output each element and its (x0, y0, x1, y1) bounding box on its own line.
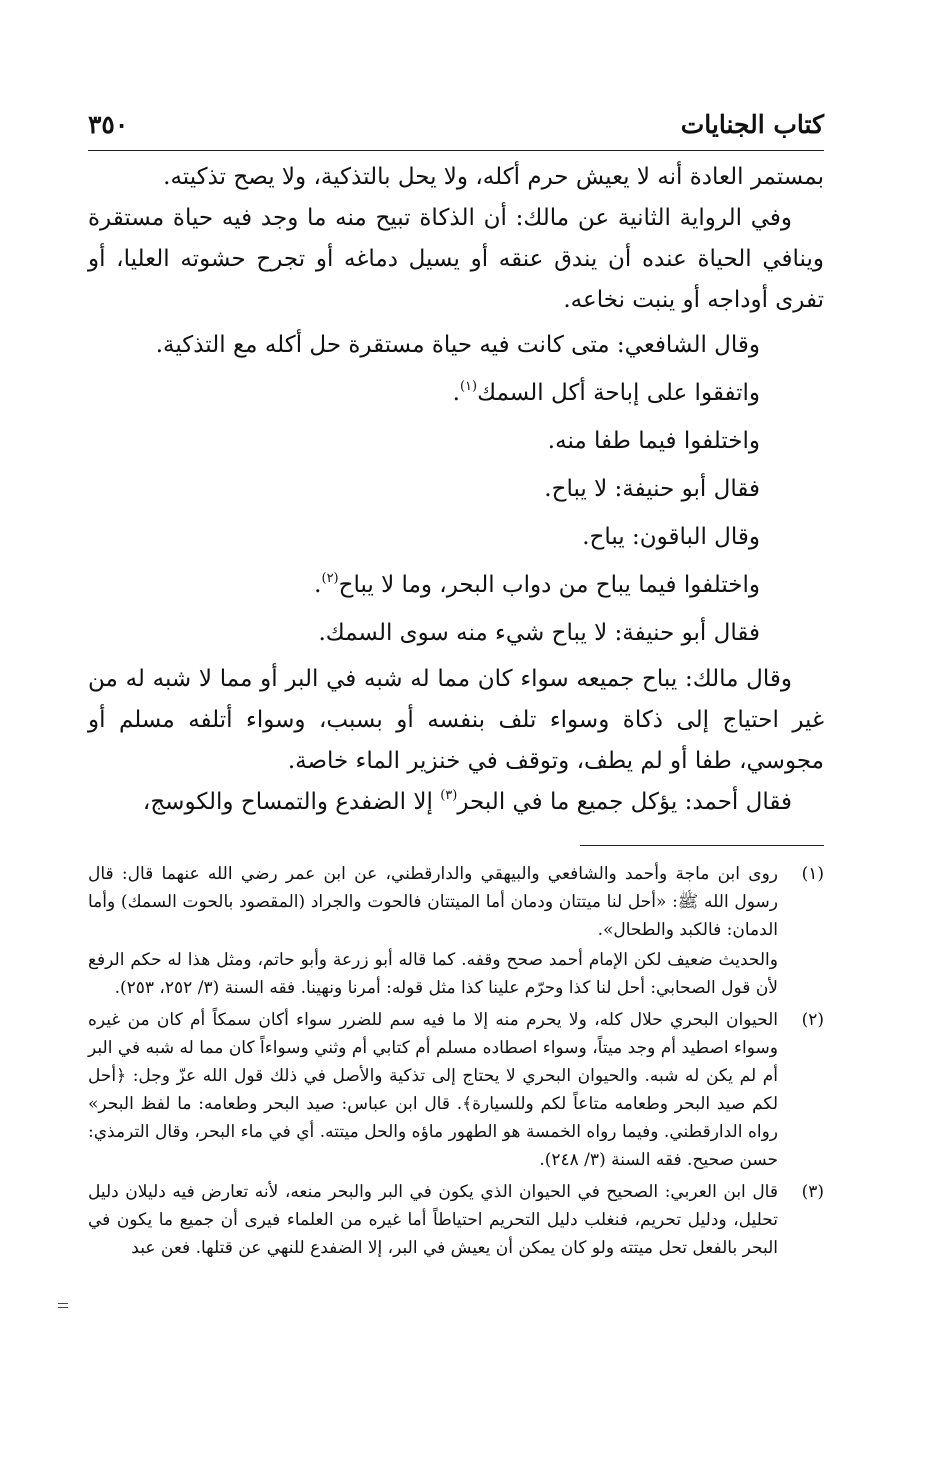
chapter-title: كتاب الجنايات (680, 110, 824, 139)
paragraph-text: وفي الرواية الثانية عن مالك: أن الذكاة تبيح منه ما وجد فيه حياة مستقرة وينافي الحياة عنده أن يندق عنقه أو يسيل دماغه أو تجرح حشوته العليا، أو تفرى أوداجه أو ينبت نخاعه. (88, 205, 824, 313)
paragraph-text: فقال أبو حنيفة: لا يباح شيء منه سوى السمك. (318, 620, 760, 646)
paragraph-text: فقال أبو حنيفة: لا يباح. (544, 476, 760, 502)
paragraph-text: وقال الباقون: يباح. (582, 524, 760, 550)
footnote-ref[interactable]: (٣) (440, 788, 458, 803)
footnote-text (88, 1178, 778, 1262)
footnotes (88, 860, 824, 1262)
footnote-separator-wrap (88, 835, 824, 846)
footnote-paragraph: قال ابن العربي: الصحيح في الحيوان الذي يكون في البر والبحر منعه، لأنه تعارض فيه دليلان دليل تحليل، ودليل تحريم، فنغلب دليل التحريم احتياطاً أما غيره من العلماء فيرى أن جميع ما يكون في البحر بالفعل تحل ميتته ولو كان يمكن أن يعيش في البر، إلا الضفدع للنهي عن قتلها. فعن عبد (88, 1182, 778, 1258)
page-number: ٣٥٠ (88, 110, 129, 139)
footnote-ref[interactable]: (٢) (321, 571, 339, 586)
footnote-text (88, 1006, 778, 1174)
book-page (88, 110, 824, 1266)
footnote-number: (١) (801, 864, 824, 884)
paragraph-text: بمستمر العادة أنه لا يعيش حرم أكله، ولا يحل بالتذكية، ولا يصح تذكيته. (163, 164, 824, 190)
footnote (88, 860, 824, 1002)
paragraph (88, 369, 760, 417)
paragraph (88, 609, 760, 657)
footnote-paragraph: والحديث ضعيف لكن الإمام أحمد صحح وقفه. كما قاله أبو زرعة وأبو حاتم، ومثل هذا له حكم الرفع لأن قول الصحابي: أحل لنا كذا وحرّم علينا كذا مثل قوله: أمرنا ونهينا. فقه السنة (٣/ ٢٥٢، ٢٥٣). (88, 950, 778, 998)
paragraph (88, 465, 760, 513)
footnote-paragraph: روى ابن ماجة وأحمد والشافعي والبيهقي والدارقطني، عن ابن عمر رضي الله عنهما قال: قال رسول الله ﷺ: «أحل لنا ميتتان ودمان أما الميتتان فالحوت والجراد (المقصود بالحوت السمك) وأما الدمان: فالكبد والطحال». (88, 864, 778, 940)
paragraph-tail: . (314, 572, 322, 598)
footnote-number: (٢) (801, 1010, 824, 1030)
footnote-number: (٣) (801, 1182, 824, 1202)
margin-mark (58, 1303, 68, 1308)
paragraph-tail: إلا الضفدع والتمساح والكوسج، (142, 789, 441, 815)
paragraph-text: فقال أحمد: يؤكل جميع ما في البحر (457, 789, 792, 815)
paragraph (88, 513, 760, 561)
paragraph (88, 198, 824, 321)
footnote-paragraph: الحيوان البحري حلال كله، ولا يحرم منه إلا ما فيه سم للضرر سواء أكان سمكاً أم كان من غيره وسواء اصطيد أم وجد ميتاً، وسواء اصطاده مسلم أم كتابي أم وثني وسواءاً كان مما له شبه في البر أم لم يكن له شبه. والحيوان البحري لا يحتاج إلى تذكية والأصل في ذلك قول الله عزّ وجل: ﴿أحل لكم صيد البحر وطعامه متاعاً لكم وللسيارة﴾. قال ابن عباس: صيد البحر وطعامه: ما لفظ البحر» رواه الدارقطني. وفيما رواه الخمسة هو الطهور ماؤه والحل ميتته. أي في ماء البحر، وقال الترمذي: حسن صحيح. فقه السنة (٣/ ٢٤٨). (88, 1010, 778, 1170)
footnote (88, 1006, 824, 1174)
paragraph (88, 417, 760, 465)
paragraph-tail: . (452, 380, 460, 406)
paragraph-text: واختلفوا فيما يباح من دواب البحر، وما لا يباح (338, 572, 760, 598)
footnote-ref[interactable]: (١) (459, 379, 478, 394)
paragraph (88, 321, 760, 369)
paragraph-text: واختلفوا فيما طفا منه. (547, 428, 760, 454)
paragraph-text: وقال مالك: يباح جميعه سواء كان مما له شبه في البر أو مما لا شبه له من غير احتياج إلى ذكاة وسواء تلف بنفسه أو بسبب، وسواء أتلفه مسلم أو مجوسي، طفا أو لم يطف، وتوقف في خنزير الماء خاصة. (88, 666, 824, 774)
footnote-text (88, 860, 778, 1002)
paragraph-text: واتفقوا على إباحة أكل السمك (477, 380, 760, 406)
footnote (88, 1178, 824, 1262)
paragraph-text: وقال الشافعي: متى كانت فيه حياة مستقرة حل أكله مع التذكية. (155, 332, 760, 358)
paragraph (88, 659, 824, 782)
paragraph (88, 561, 760, 609)
footnote-separator (580, 845, 824, 846)
paragraph (88, 782, 824, 823)
running-header (88, 110, 824, 151)
paragraph (88, 157, 824, 198)
main-text (88, 157, 824, 823)
